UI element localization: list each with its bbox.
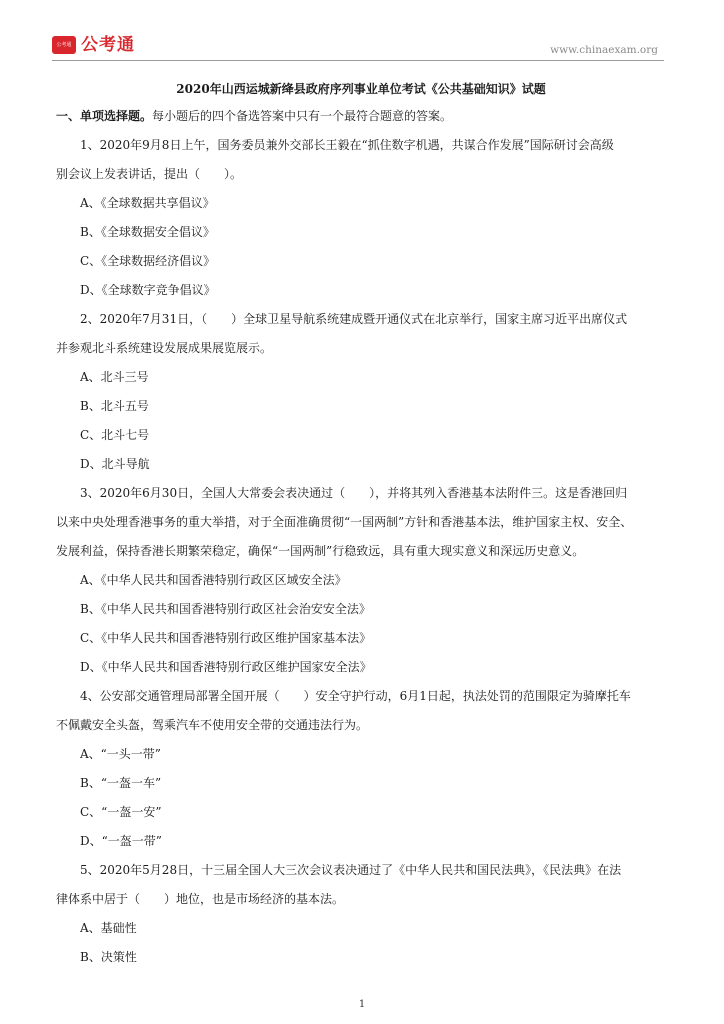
logo-text: 公考通 [81, 35, 135, 55]
question-stem-line: 5、2020年5月28日，十三届全国人大三次会议表决通过了《中华人民共和国民法典》，《民法典》在法 [80, 863, 622, 877]
question-2-option-c: C、北斗七号 [80, 428, 150, 442]
question-4-option-c: C、“一盔一安” [80, 805, 162, 819]
page-header [52, 34, 664, 60]
question-stem-line: 以来中央处理香港事务的重大举措，对于全面准确贯彻“一国两制”方针和香港基本法，维护国家主权、安全、 [56, 515, 633, 529]
header-divider [52, 60, 664, 61]
question-3-option-a: A、《中华人民共和国香港特别行政区区域安全法》 [80, 573, 347, 587]
question-1-option-b: B、《全球数据安全倡议》 [80, 225, 215, 239]
question-stem-line: 2、2020年7月31日，（ ）全球卫星导航系统建成暨开通仪式在北京举行，国家主席习近平出席仪式 [80, 312, 628, 326]
question-stem-line: 并参观北斗系统建设发展成果展览展示。 [56, 341, 273, 355]
site-url: www.chinaexam.org [550, 44, 658, 56]
question-3-option-c: C、《中华人民共和国香港特别行政区维护国家基本法》 [80, 631, 372, 645]
question-3-option-d: D、《中华人民共和国香港特别行政区维护国家安全法》 [80, 660, 372, 674]
question-2-option-a: A、北斗三号 [80, 370, 149, 384]
question-4-option-a: A、“一头一带” [80, 747, 161, 761]
question-2-option-d: D、北斗导航 [80, 457, 150, 471]
question-5-stem [56, 856, 670, 914]
question-1-stem [56, 131, 670, 189]
question-2-stem [56, 305, 670, 363]
document-body [56, 76, 670, 972]
question-stem-line: 别会议上发表讲话，提出（ ）。 [56, 167, 243, 181]
question-4-stem [56, 682, 670, 740]
question-3-option-b: B、《中华人民共和国香港特别行政区社会治安安全法》 [80, 602, 371, 616]
section-instruction: 每小题后的四个备选答案中只有一个最符合题意的答案。 [152, 109, 453, 123]
section-heading [56, 102, 670, 131]
question-1-option-d: D、《全球数字竞争倡议》 [80, 283, 216, 297]
question-stem-line: 3、2020年6月30日，全国人大常委会表决通过（ ），并将其列入香港基本法附件三。这是香港回归 [80, 486, 628, 500]
question-1-option-c: C、《全球数据经济倡议》 [80, 254, 216, 268]
page-number: 1 [358, 999, 366, 1010]
question-5-option-b: B、决策性 [80, 950, 137, 964]
question-1-option-a: A、《全球数据共享倡议》 [80, 196, 215, 210]
question-3-stem [56, 479, 670, 566]
question-stem-line: 4、公安部交通管理局部署全国开展（ ）安全守护行动，6月1日起，执法处罚的范围限定为骑摩托车 [80, 689, 631, 703]
question-stem-line: 1、2020年9月8日上午，国务委员兼外交部长王毅在“抓住数字机遇，共谋合作发展”国际研讨会高级 [80, 138, 614, 152]
question-2-option-b: B、北斗五号 [80, 399, 149, 413]
section-label: 一、单项选择题。 [56, 109, 153, 123]
logo-badge: 公考通 [52, 36, 76, 54]
question-stem-line: 不佩戴安全头盔，驾乘汽车不使用安全带的交通违法行为。 [56, 718, 369, 732]
question-4-option-b: B、“一盔一车” [80, 776, 162, 790]
question-stem-line: 发展利益，保持香港长期繁荣稳定，确保“一国两制”行稳致远，具有重大现实意义和深远历史意义。 [56, 544, 585, 558]
question-4-option-d: D、“一盔一带” [80, 834, 162, 848]
question-stem-line: 律体系中居于（ ）地位，也是市场经济的基本法。 [56, 892, 345, 906]
question-5-option-a: A、基础性 [80, 921, 137, 935]
document-title: 2020年山西运城新绛县政府序列事业单位考试《公共基础知识》试题 [176, 82, 546, 96]
